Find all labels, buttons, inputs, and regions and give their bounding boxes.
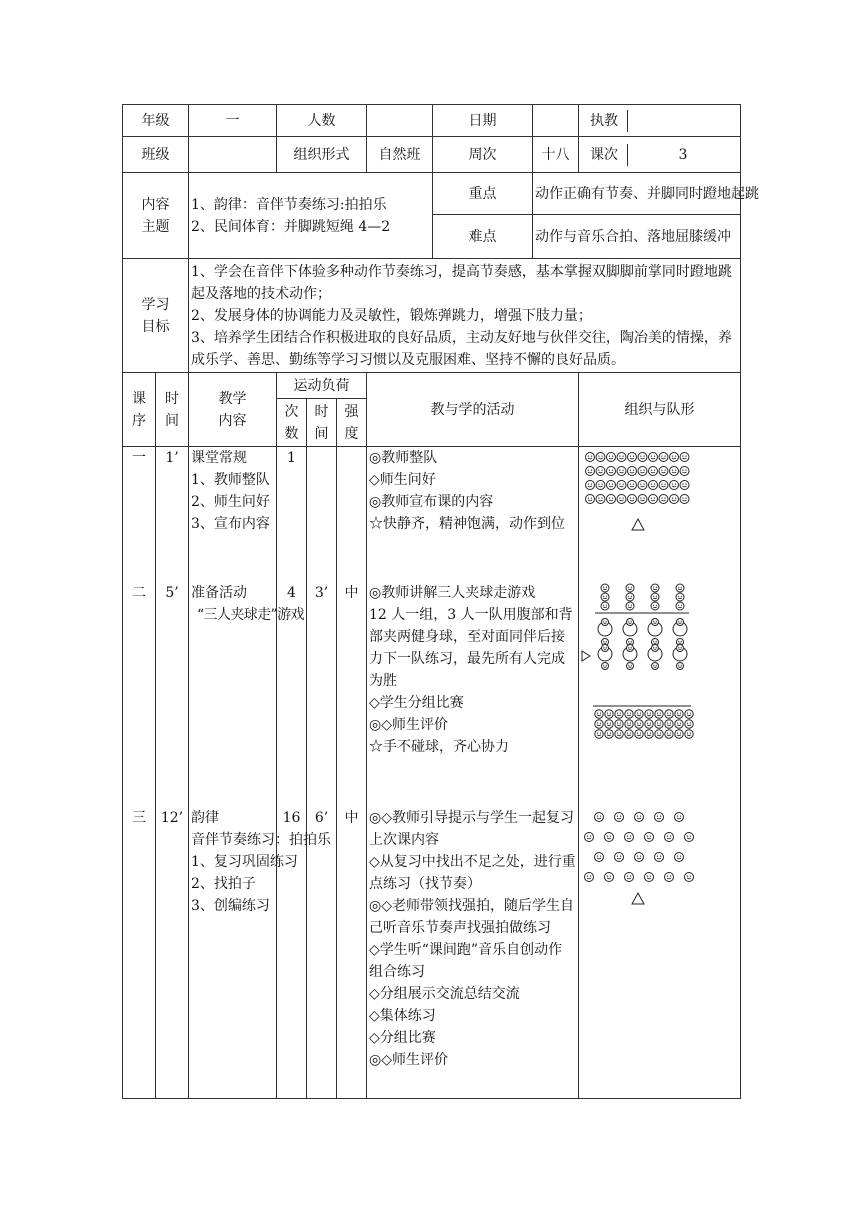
key-point-value: 动作正确有节奏、并脚同时蹬地起跳: [533, 173, 741, 215]
smiley-face-icon: [645, 710, 653, 718]
smiley-face-icon: [659, 453, 668, 462]
smiley-face-icon: [601, 584, 609, 592]
org-label: 组织形式: [277, 137, 367, 173]
smiley-face-icon: [607, 481, 616, 490]
goals-label-line2: 目标: [141, 318, 170, 335]
smiley-face-icon: [649, 495, 658, 504]
smiley-face-icon: [638, 495, 647, 504]
smiley-face-icon: [605, 873, 614, 882]
smiley-face-icon: [585, 833, 594, 842]
smiley-face-icon: [659, 495, 668, 504]
col-reps-line1: 次: [284, 403, 299, 420]
formation-1-diagram: [581, 447, 693, 582]
section-reps: 16: [282, 810, 301, 826]
smiley-face-icon: [655, 730, 663, 738]
smiley-face-icon: [685, 730, 693, 738]
smiley-face-icon: [680, 467, 689, 476]
activity-line: ◎◇师生评价: [369, 1052, 448, 1068]
section-time: 12’: [160, 810, 184, 826]
smiley-face-icon: [651, 584, 659, 592]
smiley-face-icon: [625, 720, 633, 728]
section-duration: 6’: [314, 810, 329, 826]
week-value: 十八: [533, 137, 579, 173]
difficulty-label: 难点: [433, 215, 533, 259]
grade-value: 一: [189, 105, 277, 137]
content-line: 1、复习巩固练习: [191, 854, 298, 870]
class-value: [189, 137, 277, 173]
smiley-face-icon: [665, 730, 673, 738]
col-time-line2: 间: [165, 412, 179, 429]
smiley-face-icon: [649, 453, 658, 462]
section-reps: 4: [287, 585, 296, 601]
smiley-face-icon: [655, 853, 664, 862]
col-intensity-line1: 强: [344, 403, 359, 420]
smiley-face-icon: [638, 467, 647, 476]
smiley-face-icon: [627, 619, 634, 626]
section-order: 三: [132, 810, 146, 826]
time-column: [156, 447, 189, 1099]
smiley-face-icon: [596, 467, 605, 476]
smiley-face-icon: [635, 730, 643, 738]
content-line: 音伴节奏练习：拍拍乐: [191, 832, 331, 848]
smiley-face-icon: [685, 710, 693, 718]
lesson-plan: [122, 104, 759, 1099]
activity-line: ◇分组比赛: [369, 1030, 436, 1046]
formation-1: [581, 447, 738, 582]
section-order: 二: [132, 585, 146, 601]
content-line: 准备活动: [191, 585, 247, 601]
col-duration-line2: 间: [314, 425, 329, 442]
smiley-face-icon: [676, 584, 684, 592]
smiley-face-icon: [627, 645, 634, 652]
smiley-face-icon: [649, 467, 658, 476]
content-line: 2、师生问好: [191, 494, 270, 510]
smiley-face-icon: [685, 833, 694, 842]
smiley-face-icon: [670, 453, 679, 462]
reps-column: [277, 447, 307, 1099]
activity-line: ◎◇教师引导提示与学生一起复习上次课内容: [369, 810, 574, 848]
order-column: [123, 447, 156, 1099]
col-time: [156, 373, 189, 447]
col-teach-content: [189, 373, 277, 447]
content-line: 3、创编练习: [191, 898, 270, 914]
goal-item: 3、培养学生团结合作积极进取的良好品质，主动友好地与伙伴交往，陶冶美的情操，养成乐学、善思、勤练等学习习惯以及克服困难、坚持不懈的良好品质。: [191, 330, 732, 368]
smiley-face-icon: [586, 467, 595, 476]
smiley-face-icon: [586, 495, 595, 504]
col-formation: 组织与队形: [579, 373, 741, 447]
lesson-plan-table: [122, 104, 759, 1099]
col-reps-line2: 数: [284, 425, 299, 442]
activity-line: ◎◇师生评价: [369, 717, 448, 733]
col-duration: [307, 399, 337, 447]
smiley-face-icon: [680, 495, 689, 504]
smiley-face-icon: [596, 453, 605, 462]
smiley-face-icon: [670, 467, 679, 476]
difficulty-value: 动作与音乐合拍、落地屈膝缓冲: [533, 215, 741, 259]
smiley-face-icon: [607, 467, 616, 476]
smiley-face-icon: [675, 813, 684, 822]
smiley-face-icon: [626, 602, 634, 610]
goals-label: [123, 259, 189, 373]
smiley-face-icon: [615, 813, 624, 822]
col-activity: 教与学的活动: [367, 373, 579, 447]
smiley-face-icon: [652, 645, 659, 652]
activity-line: ◇学生听“课间跑”音乐自创动作组合练习: [369, 942, 563, 980]
smiley-face-icon: [675, 853, 684, 862]
smiley-face-icon: [635, 813, 644, 822]
smiley-face-icon: [602, 645, 609, 652]
activity-line: ◎教师讲解三人夹球走游戏: [369, 585, 536, 601]
content-line: 3、宣布内容: [191, 516, 270, 532]
teacher-triangle-icon: [632, 893, 644, 904]
smiley-face-icon: [680, 481, 689, 490]
smiley-face-icon: [655, 710, 663, 718]
smiley-face-icon: [625, 730, 633, 738]
smiley-face-icon: [655, 813, 664, 822]
teacher-value: [628, 110, 738, 132]
smiley-face-icon: [596, 481, 605, 490]
smiley-face-icon: [617, 453, 626, 462]
smiley-face-icon: [670, 495, 679, 504]
smiley-face-icon: [628, 453, 637, 462]
section-content: [191, 447, 274, 582]
goals-label-line1: 学习: [141, 296, 170, 313]
smiley-face-icon: [651, 602, 659, 610]
date-value: [533, 105, 579, 137]
goal-item: 1、学会在音伴下体验多种动作节奏练习，提高节奏感，基本掌握双脚脚前掌同时蹬地跳起及落地的技术动作；: [191, 264, 732, 302]
smiley-face-icon: [677, 619, 684, 626]
section-intensity: [339, 447, 364, 582]
activity-line: ◎教师宣布课的内容: [369, 494, 494, 510]
smiley-face-icon: [605, 720, 613, 728]
smiley-face-icon: [605, 833, 614, 842]
smiley-face-icon: [645, 873, 654, 882]
smiley-face-icon: [635, 853, 644, 862]
goal-item: 2、发展身体的协调能力及灵敏性，锻炼弹跳力，增强下肢力量；: [191, 308, 592, 324]
class-label: 班级: [123, 137, 189, 173]
section-duration: 3’: [314, 585, 329, 601]
smiley-face-icon: [615, 720, 623, 728]
col-duration-line1: 时: [314, 403, 329, 420]
content-items: [189, 173, 433, 259]
smiley-face-icon: [676, 593, 684, 601]
smiley-face-icon: [645, 833, 654, 842]
col-time-line1: 时: [165, 390, 179, 407]
smiley-face-icon: [680, 453, 689, 462]
smiley-face-icon: [605, 710, 613, 718]
smiley-face-icon: [595, 853, 604, 862]
smiley-face-icon: [638, 481, 647, 490]
org-value: 自然班: [367, 137, 433, 173]
section-order: 一: [132, 450, 146, 466]
activity-column: [367, 447, 579, 1099]
smiley-face-icon: [628, 467, 637, 476]
col-teach-line1: 教学: [218, 390, 247, 407]
activity-line: ☆手不碰球，齐心协力: [369, 739, 509, 755]
smiley-face-icon: [615, 710, 623, 718]
col-reps: [277, 399, 307, 447]
smiley-face-icon: [607, 495, 616, 504]
content-label: [123, 173, 189, 259]
section-activities: [369, 807, 576, 1071]
section-time: 5’: [165, 585, 179, 601]
activity-line: 12 人一组，3 人一队用腹部和背部夹两健身球，至对面同伴后接力下一队练习，最先所有人完成为胜: [369, 607, 573, 689]
formation-2-diagram: [581, 582, 693, 807]
content-line: 2、找拍子: [191, 876, 256, 892]
smiley-face-icon: [607, 453, 616, 462]
smiley-face-icon: [665, 833, 674, 842]
smiley-face-icon: [615, 730, 623, 738]
smiley-face-icon: [585, 873, 594, 882]
smiley-face-icon: [645, 730, 653, 738]
date-label: 日期: [433, 105, 533, 137]
activity-line: ◇集体练习: [369, 1008, 436, 1024]
section-duration: [309, 447, 334, 582]
smiley-face-icon: [685, 873, 694, 882]
smiley-face-icon: [602, 619, 609, 626]
smiley-face-icon: [586, 481, 595, 490]
content-label-line2: 主题: [141, 218, 170, 235]
smiley-face-icon: [676, 602, 684, 610]
grade-label: 年级: [123, 105, 189, 137]
section-intensity: 中: [344, 585, 359, 601]
teacher-triangle-icon: [582, 651, 590, 661]
smiley-face-icon: [628, 495, 637, 504]
col-intensity-line2: 度: [344, 425, 359, 442]
smiley-face-icon: [595, 730, 603, 738]
activity-line: ◇从复习中找出不足之处，进行重点练习（找节奏）: [369, 854, 576, 892]
formation-3-diagram: [581, 807, 693, 937]
smiley-face-icon: [675, 710, 683, 718]
smiley-face-icon: [586, 453, 595, 462]
col-order-line2: 序: [132, 412, 146, 429]
content-label-line1: 内容: [141, 196, 170, 213]
smiley-face-icon: [635, 710, 643, 718]
section-intensity: 中: [344, 810, 359, 826]
smiley-face-icon: [685, 720, 693, 728]
smiley-face-icon: [625, 833, 634, 842]
smiley-face-icon: [602, 663, 609, 670]
count-value: [367, 105, 433, 137]
smiley-face-icon: [677, 645, 684, 652]
duration-column: [307, 447, 337, 1099]
smiley-face-icon: [675, 730, 683, 738]
section-activities: [369, 447, 576, 582]
col-teach-line2: 内容: [218, 412, 247, 429]
content-item: 1、韵律：音伴节奏练习:拍拍乐: [191, 196, 387, 213]
formation-2: [581, 582, 738, 807]
smiley-face-icon: [625, 710, 633, 718]
smiley-face-icon: [638, 453, 647, 462]
smiley-face-icon: [617, 467, 626, 476]
smiley-face-icon: [605, 730, 613, 738]
goals-text: [189, 259, 741, 373]
intensity-column: [337, 447, 367, 1099]
week-label: 周次: [433, 137, 533, 173]
activity-line: ☆快静齐，精神饱满，动作到位: [369, 516, 565, 532]
col-intensity: [337, 399, 367, 447]
lesson-cell: [579, 137, 741, 173]
content-line: 1、教师整队: [191, 472, 270, 488]
smiley-face-icon: [670, 481, 679, 490]
content-item: 2、民间体育：并脚跳短绳 4—2: [191, 218, 391, 235]
smiley-face-icon: [665, 720, 673, 728]
activity-line: ◇学生分组比赛: [369, 695, 464, 711]
activity-line: ◎教师整队: [369, 450, 438, 466]
smiley-face-icon: [596, 495, 605, 504]
smiley-face-icon: [617, 495, 626, 504]
lesson-value: 3: [678, 146, 688, 163]
content-line: 韵律: [191, 810, 219, 826]
smiley-face-icon: [595, 813, 604, 822]
smiley-face-icon: [635, 720, 643, 728]
count-label: 人数: [277, 105, 367, 137]
smiley-face-icon: [601, 593, 609, 601]
formation-3: [581, 807, 738, 937]
smiley-face-icon: [645, 720, 653, 728]
smiley-face-icon: [649, 481, 658, 490]
smiley-face-icon: [675, 720, 683, 728]
section-reps: 1: [287, 450, 296, 466]
teacher-label: 执教: [581, 110, 628, 132]
smiley-face-icon: [626, 593, 634, 601]
smiley-face-icon: [626, 584, 634, 592]
section-content: [191, 582, 304, 807]
col-load: 运动负荷: [277, 373, 367, 399]
teacher-cell: [579, 105, 741, 137]
smiley-face-icon: [627, 663, 634, 670]
smiley-face-icon: [659, 481, 668, 490]
section-activities: [369, 582, 576, 807]
smiley-face-icon: [652, 619, 659, 626]
smiley-face-icon: [652, 663, 659, 670]
smiley-face-icon: [625, 873, 634, 882]
lesson-label: 课次: [581, 144, 628, 166]
smiley-face-icon: [601, 602, 609, 610]
col-order-line1: 课: [132, 390, 146, 407]
content-line: 课堂常规: [191, 450, 247, 466]
activity-line: ◇分组展示交流总结交流: [369, 986, 520, 1002]
col-order: [123, 373, 156, 447]
smiley-face-icon: [665, 873, 674, 882]
teacher-triangle-icon: [632, 519, 644, 530]
activity-line: ◎◇老师带领找强拍，随后学生自己听音乐节奏声找强拍做练习: [369, 898, 574, 936]
smiley-face-icon: [595, 720, 603, 728]
key-point-label: 重点: [433, 173, 533, 215]
smiley-face-icon: [628, 481, 637, 490]
smiley-face-icon: [617, 481, 626, 490]
content-line: “三人夹球走”游戏: [197, 607, 304, 623]
smiley-face-icon: [595, 710, 603, 718]
smiley-face-icon: [615, 853, 624, 862]
smiley-face-icon: [665, 710, 673, 718]
section-time: 1’: [165, 450, 179, 466]
smiley-face-icon: [677, 663, 684, 670]
smiley-face-icon: [659, 467, 668, 476]
formation-column: [579, 447, 741, 1099]
smiley-face-icon: [655, 720, 663, 728]
smiley-face-icon: [651, 593, 659, 601]
activity-line: ◇师生问好: [369, 472, 436, 488]
